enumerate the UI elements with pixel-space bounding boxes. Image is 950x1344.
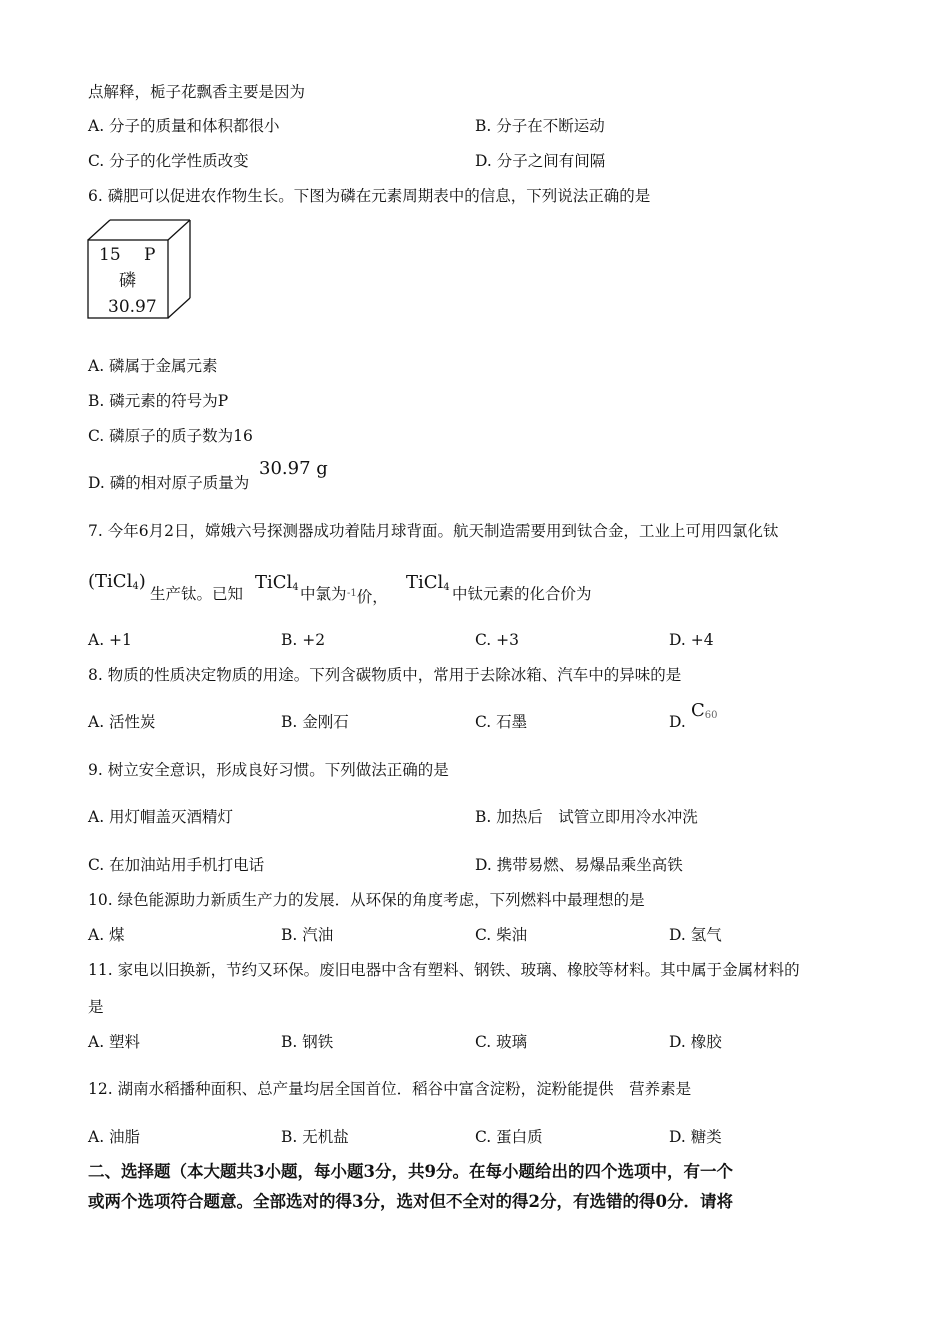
q8-option-b: B. 金刚石 — [281, 713, 349, 731]
q11-option-d: D. 橡胶 — [669, 1033, 722, 1051]
q8-option-a: A. 活性炭 — [88, 713, 156, 731]
q10-option-c: C. 柴油 — [475, 926, 528, 944]
q6-option-c: C. 磷原子的质子数为16 — [88, 427, 253, 445]
q7-charge: -1 — [347, 588, 357, 599]
q5-option-b: B. 分子在不断运动 — [475, 117, 605, 135]
q7-stem-line1: 7. 今年6月2日，嫦娥六号探测器成功着陆月球背面。航天制造需要用到钛合金，工业上可用四氯化钛 — [88, 522, 779, 540]
q9-option-a: A. 用灯帽盖灭酒精灯 — [88, 808, 234, 826]
q11-option-b: B. 钢铁 — [281, 1033, 334, 1051]
element-atomic-number: 15 — [99, 245, 121, 265]
q12-stem: 12. 湖南水稻播种面积、总产量均居全国首位．稻谷中富含淀粉，淀粉能提供 营养素是 — [88, 1080, 692, 1098]
q8-stem: 8. 物质的性质决定物质的用途。下列含碳物质中，常用于去除冰箱、汽车中的异味的是 — [88, 666, 682, 684]
q12-option-a: A. 油脂 — [88, 1128, 141, 1146]
q6-option-d-formula: 30.97 g — [259, 458, 328, 479]
q11-option-a: A. 塑料 — [88, 1033, 141, 1051]
q7-text-produce: 生产钛。已知 — [150, 585, 244, 603]
q7-option-c: C. +3 — [475, 631, 520, 649]
q6-option-d-text: D. 磷的相对原子质量为 — [88, 474, 250, 492]
element-name: 磷 — [119, 271, 136, 291]
q7-text-valence: 价， — [356, 588, 388, 606]
section2-instructions-line2: 或两个选项符合题意。全部选对的得3分，选对但不全对的得2分，有选错的得0分．请将 — [88, 1192, 733, 1211]
q10-option-d: D. 氢气 — [669, 926, 722, 944]
q7-text-question: 中钛元素的化合价为 — [452, 585, 592, 603]
q9-stem: 9. 树立安全意识，形成良好习惯。下列做法正确的是 — [88, 761, 449, 779]
q7-formula2-sub: 4 — [292, 582, 299, 593]
q7-option-d: D. +4 — [669, 631, 714, 649]
q5-option-a: A. 分子的质量和体积都很小 — [88, 117, 280, 135]
q8-option-d-label: D. — [669, 713, 686, 731]
q5-option-c: C. 分子的化学性质改变 — [88, 152, 249, 170]
q7-option-a: A. +1 — [88, 631, 132, 649]
q5-option-d: D. 分子之间有间隔 — [475, 152, 606, 170]
q6-stem: 6. 磷肥可以促进农作物生长。下图为磷在元素周期表中的信息，下列说法正确的是 — [88, 187, 651, 205]
q7-formula3-main: TiCl — [406, 572, 444, 593]
q7-formula-2 — [255, 573, 299, 598]
q7-formula-main: TiCl — [95, 571, 133, 592]
q11-option-c: C. 玻璃 — [475, 1033, 528, 1051]
q12-option-d: D. 糖类 — [669, 1128, 722, 1146]
q7-option-b: B. +2 — [281, 631, 326, 649]
q7-charge-group — [347, 584, 388, 607]
section2-instructions-line1: 二、选择题（本大题共3小题，每小题3分，共9分。在每小题给出的四个选项中，有一个 — [88, 1162, 733, 1181]
element-tile-phosphorus — [86, 218, 192, 320]
q7-formula-3 — [406, 573, 450, 598]
q5-stem-tail: 点解释，栀子花飘香主要是因为 — [88, 83, 306, 101]
q7-formula3-sub: 4 — [443, 582, 450, 593]
q7-formula-paren — [88, 572, 146, 597]
element-symbol: P — [144, 245, 156, 265]
q10-option-b: B. 汽油 — [281, 926, 334, 944]
q7-paren-open: ( — [88, 571, 96, 592]
q8-option-d-formula-group — [691, 701, 718, 726]
q7-formula-sub: 4 — [132, 581, 139, 592]
q7-text-chlorine: 中氯为 — [300, 585, 347, 603]
q10-option-a: A. 煤 — [88, 926, 125, 944]
q7-paren-close: ) — [138, 571, 146, 592]
q9-option-c: C. 在加油站用手机打电话 — [88, 856, 265, 874]
q8-option-c: C. 石墨 — [475, 713, 528, 731]
q12-option-b: B. 无机盐 — [281, 1128, 349, 1146]
q9-option-b: B. 加热后 试管立即用冷水冲洗 — [475, 808, 698, 826]
q12-option-c: C. 蛋白质 — [475, 1128, 543, 1146]
q11-stem-line1: 11. 家电以旧换新，节约又环保。废旧电器中含有塑料、钢铁、玻璃、橡胶等材料。其中属于金属材料的 — [88, 961, 800, 979]
q8-option-d-formula: C — [691, 700, 705, 721]
q9-option-d: D. 携带易燃、易爆品乘坐高铁 — [475, 856, 683, 874]
q10-stem: 10. 绿色能源助力新质生产力的发展．从环保的角度考虑，下列燃料中最理想的是 — [88, 891, 645, 909]
q8-option-d-sub: 60 — [704, 710, 718, 721]
q6-option-a: A. 磷属于金属元素 — [88, 357, 218, 375]
element-atomic-mass: 30.97 — [108, 297, 157, 317]
q6-option-b: B. 磷元素的符号为P — [88, 392, 229, 410]
q11-stem-line2: 是 — [88, 998, 104, 1016]
q7-formula2-main: TiCl — [255, 572, 293, 593]
